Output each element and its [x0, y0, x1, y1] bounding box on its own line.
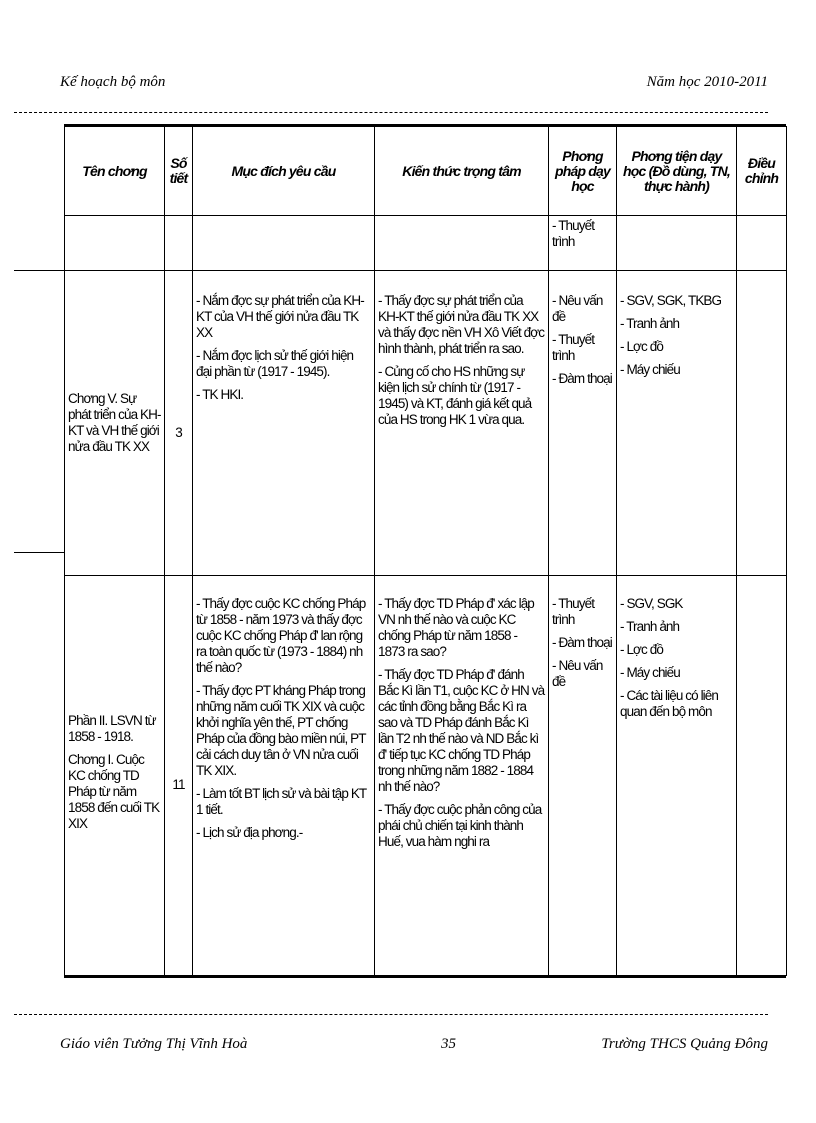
method-item: - Thuyết trình [552, 596, 595, 627]
knowledge-item: - Thấy đợc TD Pháp đ' đánh Bắc Kì lần T1, cuộc KC ở HN và các tỉnh đồng bằng Bắc Kì ra sao và TD Pháp đánh Bắc Kì lần T2 nh thế nào và ND Bắc kì đ' tiếp tục KC chống TD Pháp trong những năm 1882 - 1884 nh thế nào? [378, 667, 545, 794]
objective-item: - Thấy đợc cuộc KC chống Pháp từ 1858 - năm 1973 và thấy đợc cuộc KC chống Pháp đ' lan rộng ra toàn quốc từ (1973 - 1884) nh thế nào? [196, 596, 366, 675]
chapter-part: Phần II. LSVN từ 1858 - 1918. [68, 712, 156, 744]
method-item: - Thuyết trình [552, 332, 595, 363]
col-header-adjust: Điều chỉnh [737, 127, 787, 216]
equipment-item: - Tranh ảnh [620, 619, 680, 634]
periods-cell: 3 [165, 271, 193, 576]
methods-cell [549, 271, 617, 576]
equipment-item: - Máy chiếu [620, 665, 680, 680]
knowledge-item: - Thấy đợc TD Pháp đ' xác lập VN nh thế nào và cuộc KC chống Pháp từ năm 1858 - 1873 ra sao? [378, 596, 534, 659]
method-item: - Đàm thoại [552, 635, 612, 650]
chapter-title: Chơng I. Cuộc KC chống TD Pháp từ năm 1858 đến cuối TK XIX [68, 751, 160, 831]
table-header-row [65, 127, 787, 216]
objective-item: - Nắm đợc sự phát triển của KH-KT của VH thế giới nửa đầu TK XX [196, 293, 364, 340]
knowledge-cell [375, 271, 549, 576]
col-header-equipment: Phơng tiện dạy học (Đồ dùng, TN, thực hành) [617, 127, 737, 216]
equipment-item: - Lợc đồ [620, 339, 663, 354]
chapter-cell [65, 576, 165, 976]
periods-cell: 11 [165, 576, 193, 976]
objective-item: - Làm tốt BT lịch sử và bài tập KT 1 tiết. [196, 786, 367, 817]
objective-item: - TK HKI. [196, 387, 244, 402]
equipment-item: - SGV, SGK [620, 596, 683, 611]
chapter-cell: Chơng V. Sự phát triển của KH-KT và VH thế giới nửa đầu TK XX [65, 271, 165, 576]
header-subject: Kế hoạch bộ môn [60, 74, 166, 90]
col-header-objectives: Mục đích yêu cầu [193, 127, 375, 216]
header-school-year: Năm học 2010-2011 [646, 74, 768, 90]
page-number: 35 [441, 1036, 456, 1052]
equipment-item: - Lợc đồ [620, 642, 663, 657]
equipment-item: - SGV, SGK, TKBG [620, 293, 722, 308]
objective-item: - Lịch sử địa phơng.- [196, 825, 303, 840]
objective-item: - Thấy đợc PT kháng Pháp trong những năm cuối TK XIX và cuộc khởi nghĩa yên thế, PT chống Pháp của đồng bào miền núi, PT cải cách duy tân ở VN nửa cuối TK XIX. [196, 683, 366, 778]
adjust-cell [737, 576, 787, 976]
row-separator-mark [14, 552, 64, 553]
lesson-plan-table [64, 124, 786, 978]
knowledge-cell [375, 576, 549, 976]
objectives-cell [193, 576, 375, 976]
table-row [65, 271, 787, 576]
footer-rule [14, 1014, 768, 1015]
method-item: - Nêu vấn đề [552, 293, 603, 324]
col-header-periods: Số tiết [165, 127, 193, 216]
method-item: - Thuyết trình [552, 218, 595, 249]
equipment-cell [617, 271, 737, 576]
col-header-chapter: Tên chơng [65, 127, 165, 216]
knowledge-item: - Thấy đợc cuộc phản công của phái chủ chiến tại kinh thành Huế, vua hàm nghi ra [378, 802, 542, 849]
knowledge-item: - Thấy đợc sự phát triển của KH-KT thế giới nửa đầu TK XX và thấy đợc nền VH Xô Viết đợc hình thành, phát triển ra sao. [378, 293, 545, 356]
adjust-cell [737, 271, 787, 576]
table-row [65, 576, 787, 976]
knowledge-item: - Củng cố cho HS những sự kiện lịch sử chính từ (1917 - 1945) và KT, đánh giá kết quả của HS trong HK 1 vừa qua. [378, 364, 532, 427]
equipment-item: - Máy chiếu [620, 362, 680, 377]
header-rule [14, 112, 768, 113]
table-row [65, 216, 787, 271]
methods-cell [549, 576, 617, 976]
row-separator-mark [14, 270, 64, 271]
col-header-knowledge: Kiến thức trọng tâm [375, 127, 549, 216]
equipment-item: - Các tài liệu có liên quan đến bộ môn [620, 688, 719, 719]
objectives-cell [193, 271, 375, 576]
equipment-item: - Tranh ảnh [620, 316, 680, 331]
footer-school: Trường THCS Quảng Đông [601, 1036, 768, 1052]
methods-cell [549, 216, 617, 271]
col-header-methods: Phơng pháp dạy học [549, 127, 617, 216]
equipment-cell [617, 576, 737, 976]
objective-item: - Nắm đợc lịch sử thế giới hiện đại phần từ (1917 - 1945). [196, 348, 354, 379]
footer-teacher: Giáo viên Tưởng Thị Vĩnh Hoà [60, 1036, 248, 1052]
method-item: - Nêu vấn đề [552, 658, 603, 689]
method-item: - Đàm thoại [552, 371, 612, 386]
